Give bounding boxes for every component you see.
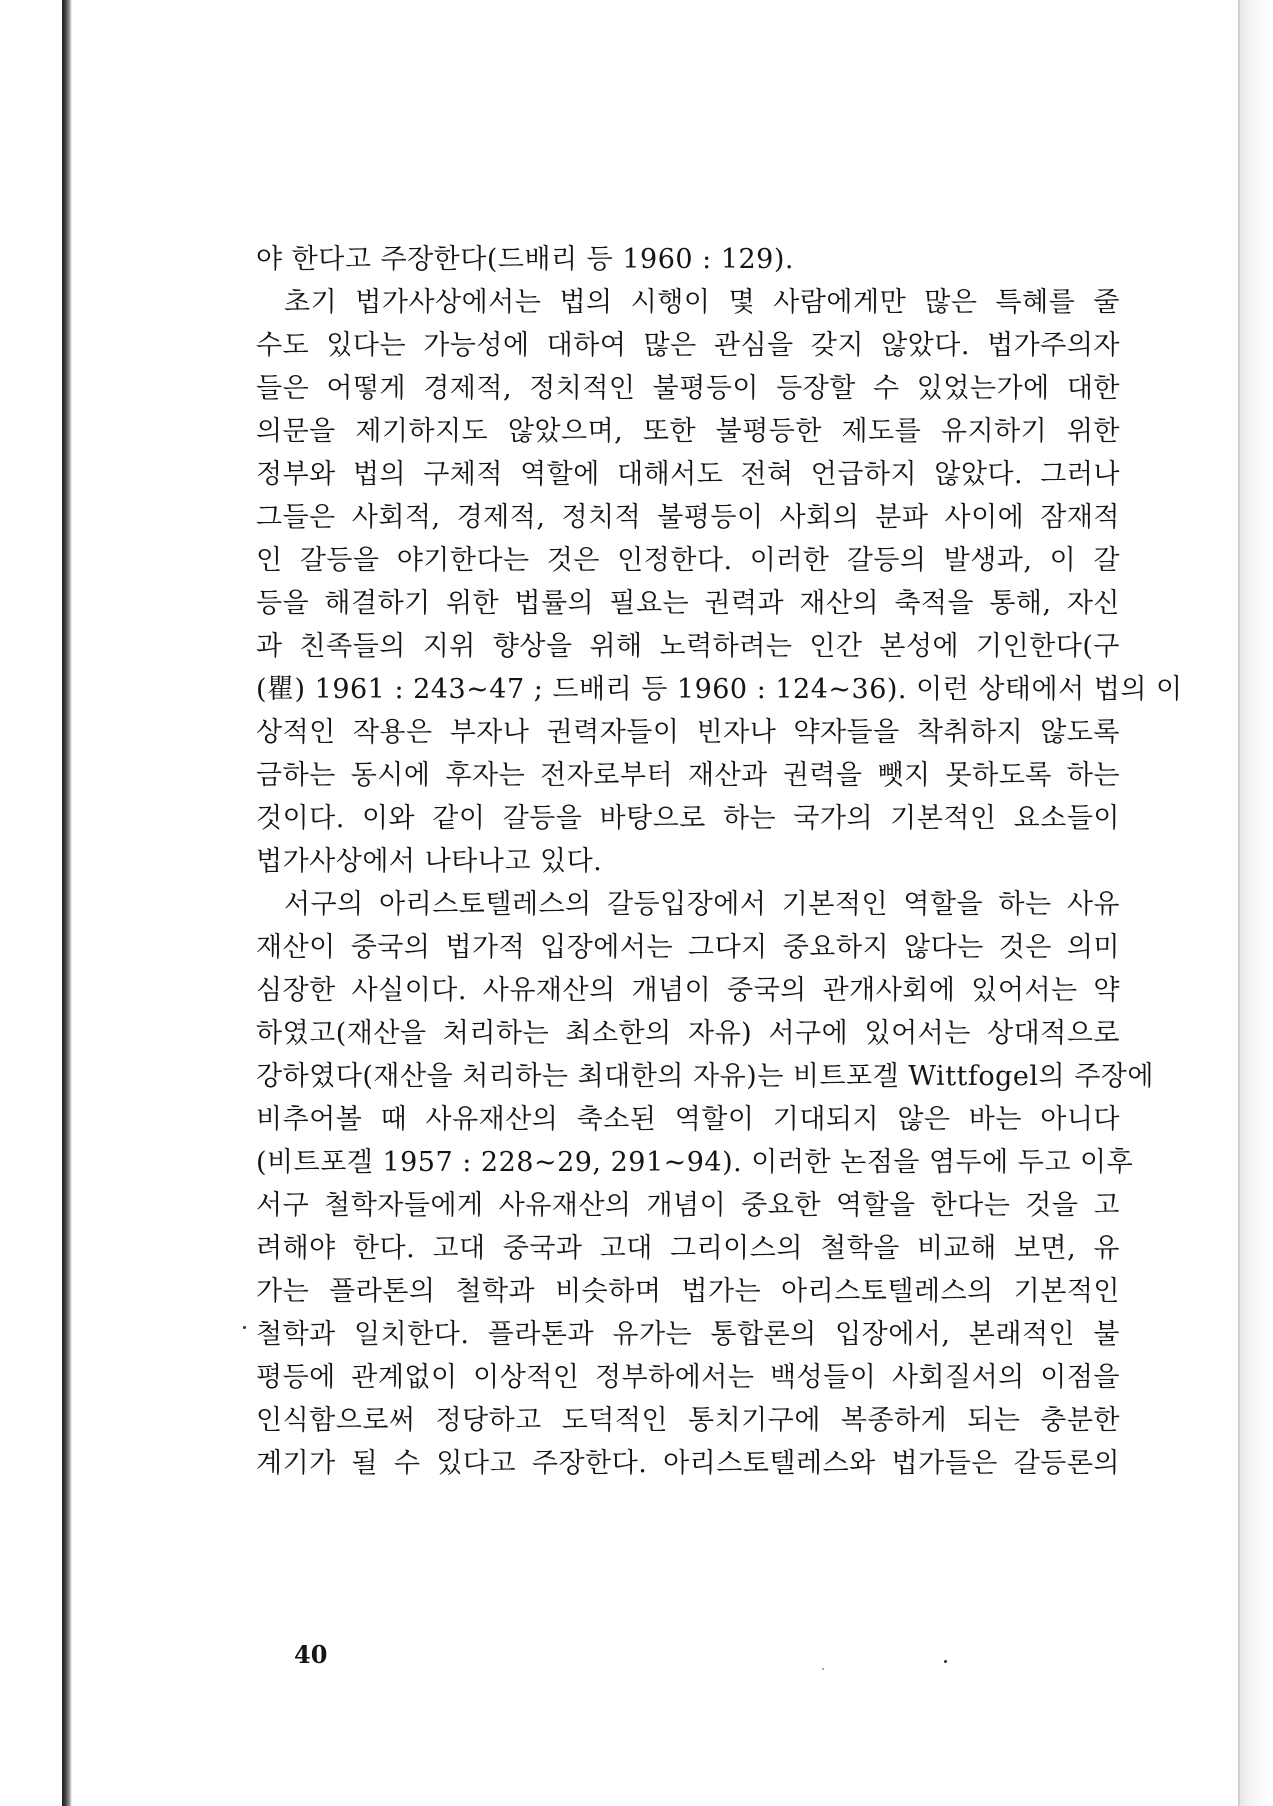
text-line: 계기가 될 수 있다고 주장한다. 아리스토텔레스와 법가들은 갈등론의	[256, 1448, 1120, 1479]
text-line: 려해야 한다. 고대 중국과 고대 그리이스의 철학을 비교해 보면, 유	[256, 1233, 1120, 1264]
page-edge-right	[1240, 0, 1273, 1806]
text-line: 그들은 사회적, 경제적, 정치적 불평등이 사회의 분파 사이에 잠재적	[256, 502, 1120, 533]
text-line: 들은 어떻게 경제적, 정치적인 불평등이 등장할 수 있었는가에 대한	[256, 373, 1120, 404]
paragraph-end-line: 법가사상에서 나타나고 있다.	[256, 846, 603, 877]
text-line: 평등에 관계없이 이상적인 정부하에서는 백성들이 사회질서의 이점을	[256, 1362, 1120, 1393]
text-line: 상적인 작용은 부자나 권력자들이 빈자나 약자들을 착취하지 않도록	[256, 717, 1120, 748]
text-line: 것이다. 이와 같이 갈등을 바탕으로 하는 국가의 기본적인 요소들이	[256, 803, 1120, 834]
text-line: (비트포겔 1957 : 228~29, 291~94). 이러한 논점을 염두에 두고 이후	[256, 1147, 1134, 1178]
text-line: 야 한다고 주장한다(드배리 등 1960 : 129).	[256, 244, 794, 275]
scan-speck	[243, 1326, 246, 1329]
text-line: 심장한 사실이다. 사유재산의 개념이 중국의 관개사회에 있어서는 약	[256, 975, 1120, 1006]
text-line: 하였고(재산을 처리하는 최소한의 자유) 서구에 있어서는 상대적으로	[256, 1018, 1120, 1049]
text-line: 재산이 중국의 법가적 입장에서는 그다지 중요하지 않다는 것은 의미	[256, 932, 1120, 963]
text-line: 인 갈등을 야기한다는 것은 인정한다. 이러한 갈등의 발생과, 이 갈	[256, 545, 1120, 576]
paragraph-start-line: 서구의 아리스토텔레스의 갈등입장에서 기본적인 역할을 하는 사유	[284, 889, 1120, 920]
text-line: 정부와 법의 구체적 역할에 대해서도 전혀 언급하지 않았다. 그러나	[256, 459, 1120, 490]
text-line: 가는 플라톤의 철학과 비슷하며 법가는 아리스토텔레스의 기본적인	[256, 1276, 1120, 1307]
scan-speck	[944, 1660, 947, 1663]
scan-speck	[822, 1668, 824, 1670]
text-line: 인식함으로써 정당하고 도덕적인 통치기구에 복종하게 되는 충분한	[256, 1405, 1120, 1436]
text-line: 서구 철학자들에게 사유재산의 개념이 중요한 역할을 한다는 것을 고	[256, 1190, 1120, 1221]
text-line: 과 친족들의 지위 향상을 위해 노력하려는 인간 본성에 기인한다(구	[256, 631, 1120, 662]
text-line: 의문을 제기하지도 않았으며, 또한 불평등한 제도를 유지하기 위한	[256, 416, 1120, 447]
text-line: 금하는 동시에 후자는 전자로부터 재산과 권력을 뺏지 못하도록 하는	[256, 760, 1120, 791]
text-line: 강하였다(재산을 처리하는 최대한의 자유)는 비트포겔 Wittfogel의 주장에	[256, 1061, 1154, 1092]
text-line: 등을 해결하기 위한 법률의 필요는 권력과 재산의 축적을 통해, 자신	[256, 588, 1120, 619]
page-number: 40	[294, 1640, 328, 1669]
text-line: 철학과 일치한다. 플라톤과 유가는 통합론의 입장에서, 본래적인 불	[256, 1319, 1120, 1350]
text-line: 비추어볼 때 사유재산의 축소된 역할이 기대되지 않은 바는 아니다	[256, 1104, 1120, 1135]
page-binding-shadow	[62, 0, 72, 1806]
text-line: 수도 있다는 가능성에 대하여 많은 관심을 갖지 않았다. 법가주의자	[256, 330, 1120, 361]
text-line: (瞿) 1961 : 243~47 ; 드배리 등 1960 : 124~36). 이런 상태에서 법의 이	[256, 674, 1183, 705]
body-text	[256, 238, 1183, 1485]
paragraph-start-line: 초기 법가사상에서는 법의 시행이 몇 사람에게만 많은 특혜를 줄	[284, 287, 1120, 318]
